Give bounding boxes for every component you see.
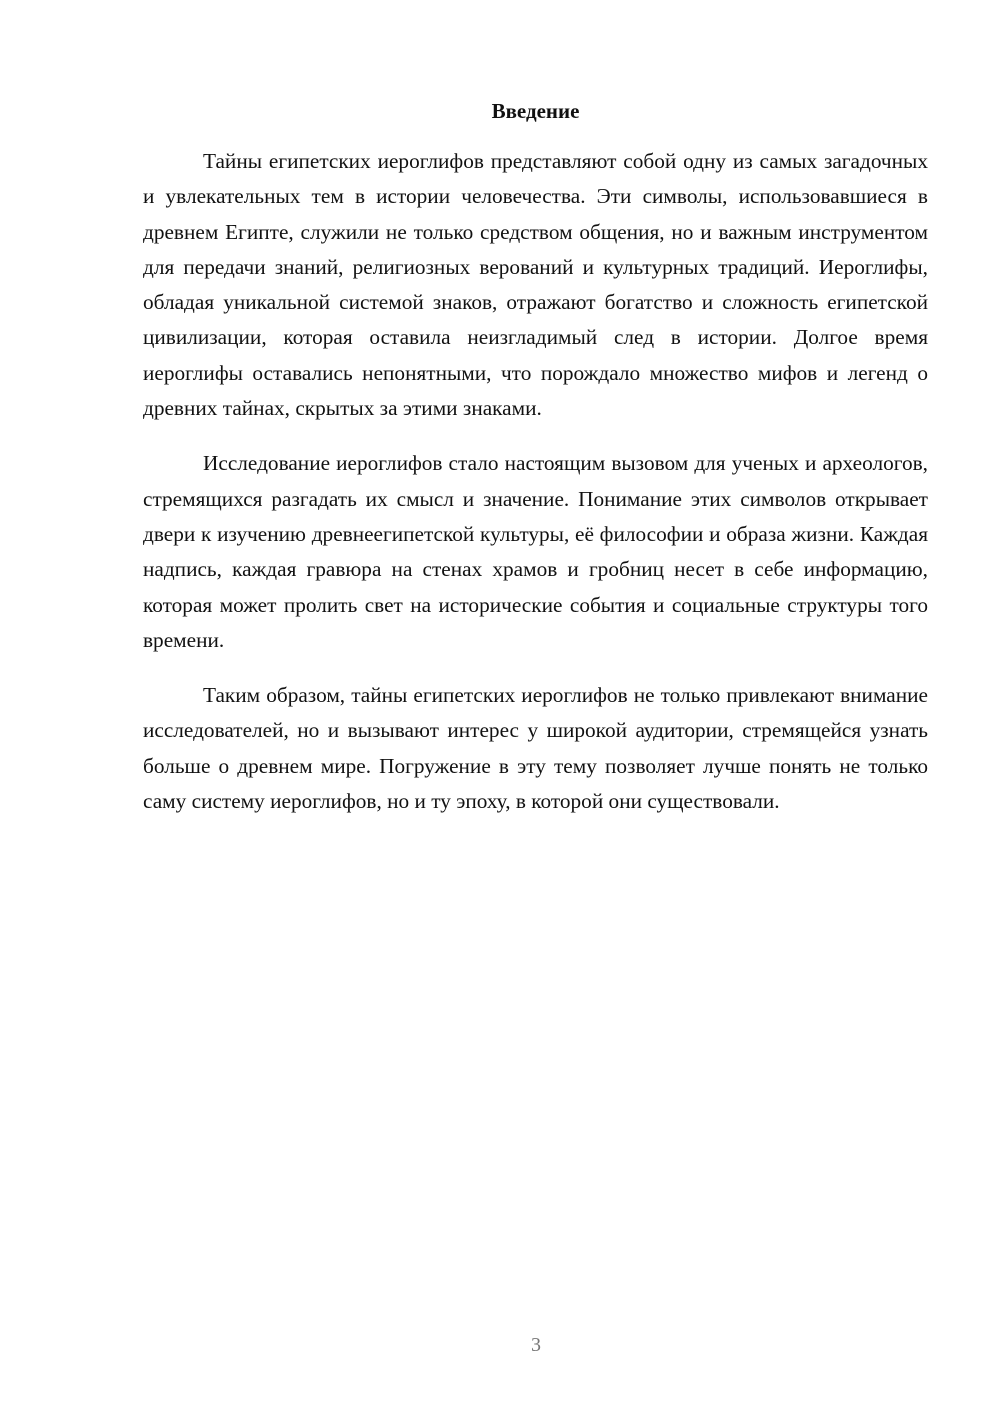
page-number: 3 (531, 1334, 541, 1356)
section-title: Введение (491, 99, 580, 123)
document-body (143, 144, 928, 839)
paragraph-2: Исследование иероглифов стало настоящим вызовом для ученых и археологов, стремящихся разгадать их смысл и значение. Понимание этих символов открывает двери к изучению древнеегипетской культуры, её философии и образа жизни. Каждая надпись, каждая гравюра на стенах храмов и гробниц несет в себе информацию, которая может пролить свет на исторические события и социальные структуры того времени. (143, 451, 928, 652)
paragraph-3: Таким образом, тайны египетских иероглифов не только привлекают внимание исследователей, но и вызывают интерес у широкой аудитории, стремящейся узнать больше о древнем мире. Погружение в эту тему позволяет лучше понять не только саму систему иероглифов, но и ту эпоху, в которой они существовали. (143, 683, 928, 814)
paragraph-1: Тайны египетских иероглифов представляют собой одну из самых загадочных и увлекательных тем в истории человечества. Эти символы, использовавшиеся в древнем Египте, служили не только средством общения, но и важным инструментом для передачи знаний, религиозных верований и культурных традиций. Иероглифы, обладая уникальной системой знаков, отражают богатство и сложность египетской цивилизации, которая оставила неизгладимый след в истории. Долгое время иероглифы оставались непонятными, что порождало множество мифов и легенд о древних тайнах, скрытых за этими знаками. (143, 149, 928, 421)
